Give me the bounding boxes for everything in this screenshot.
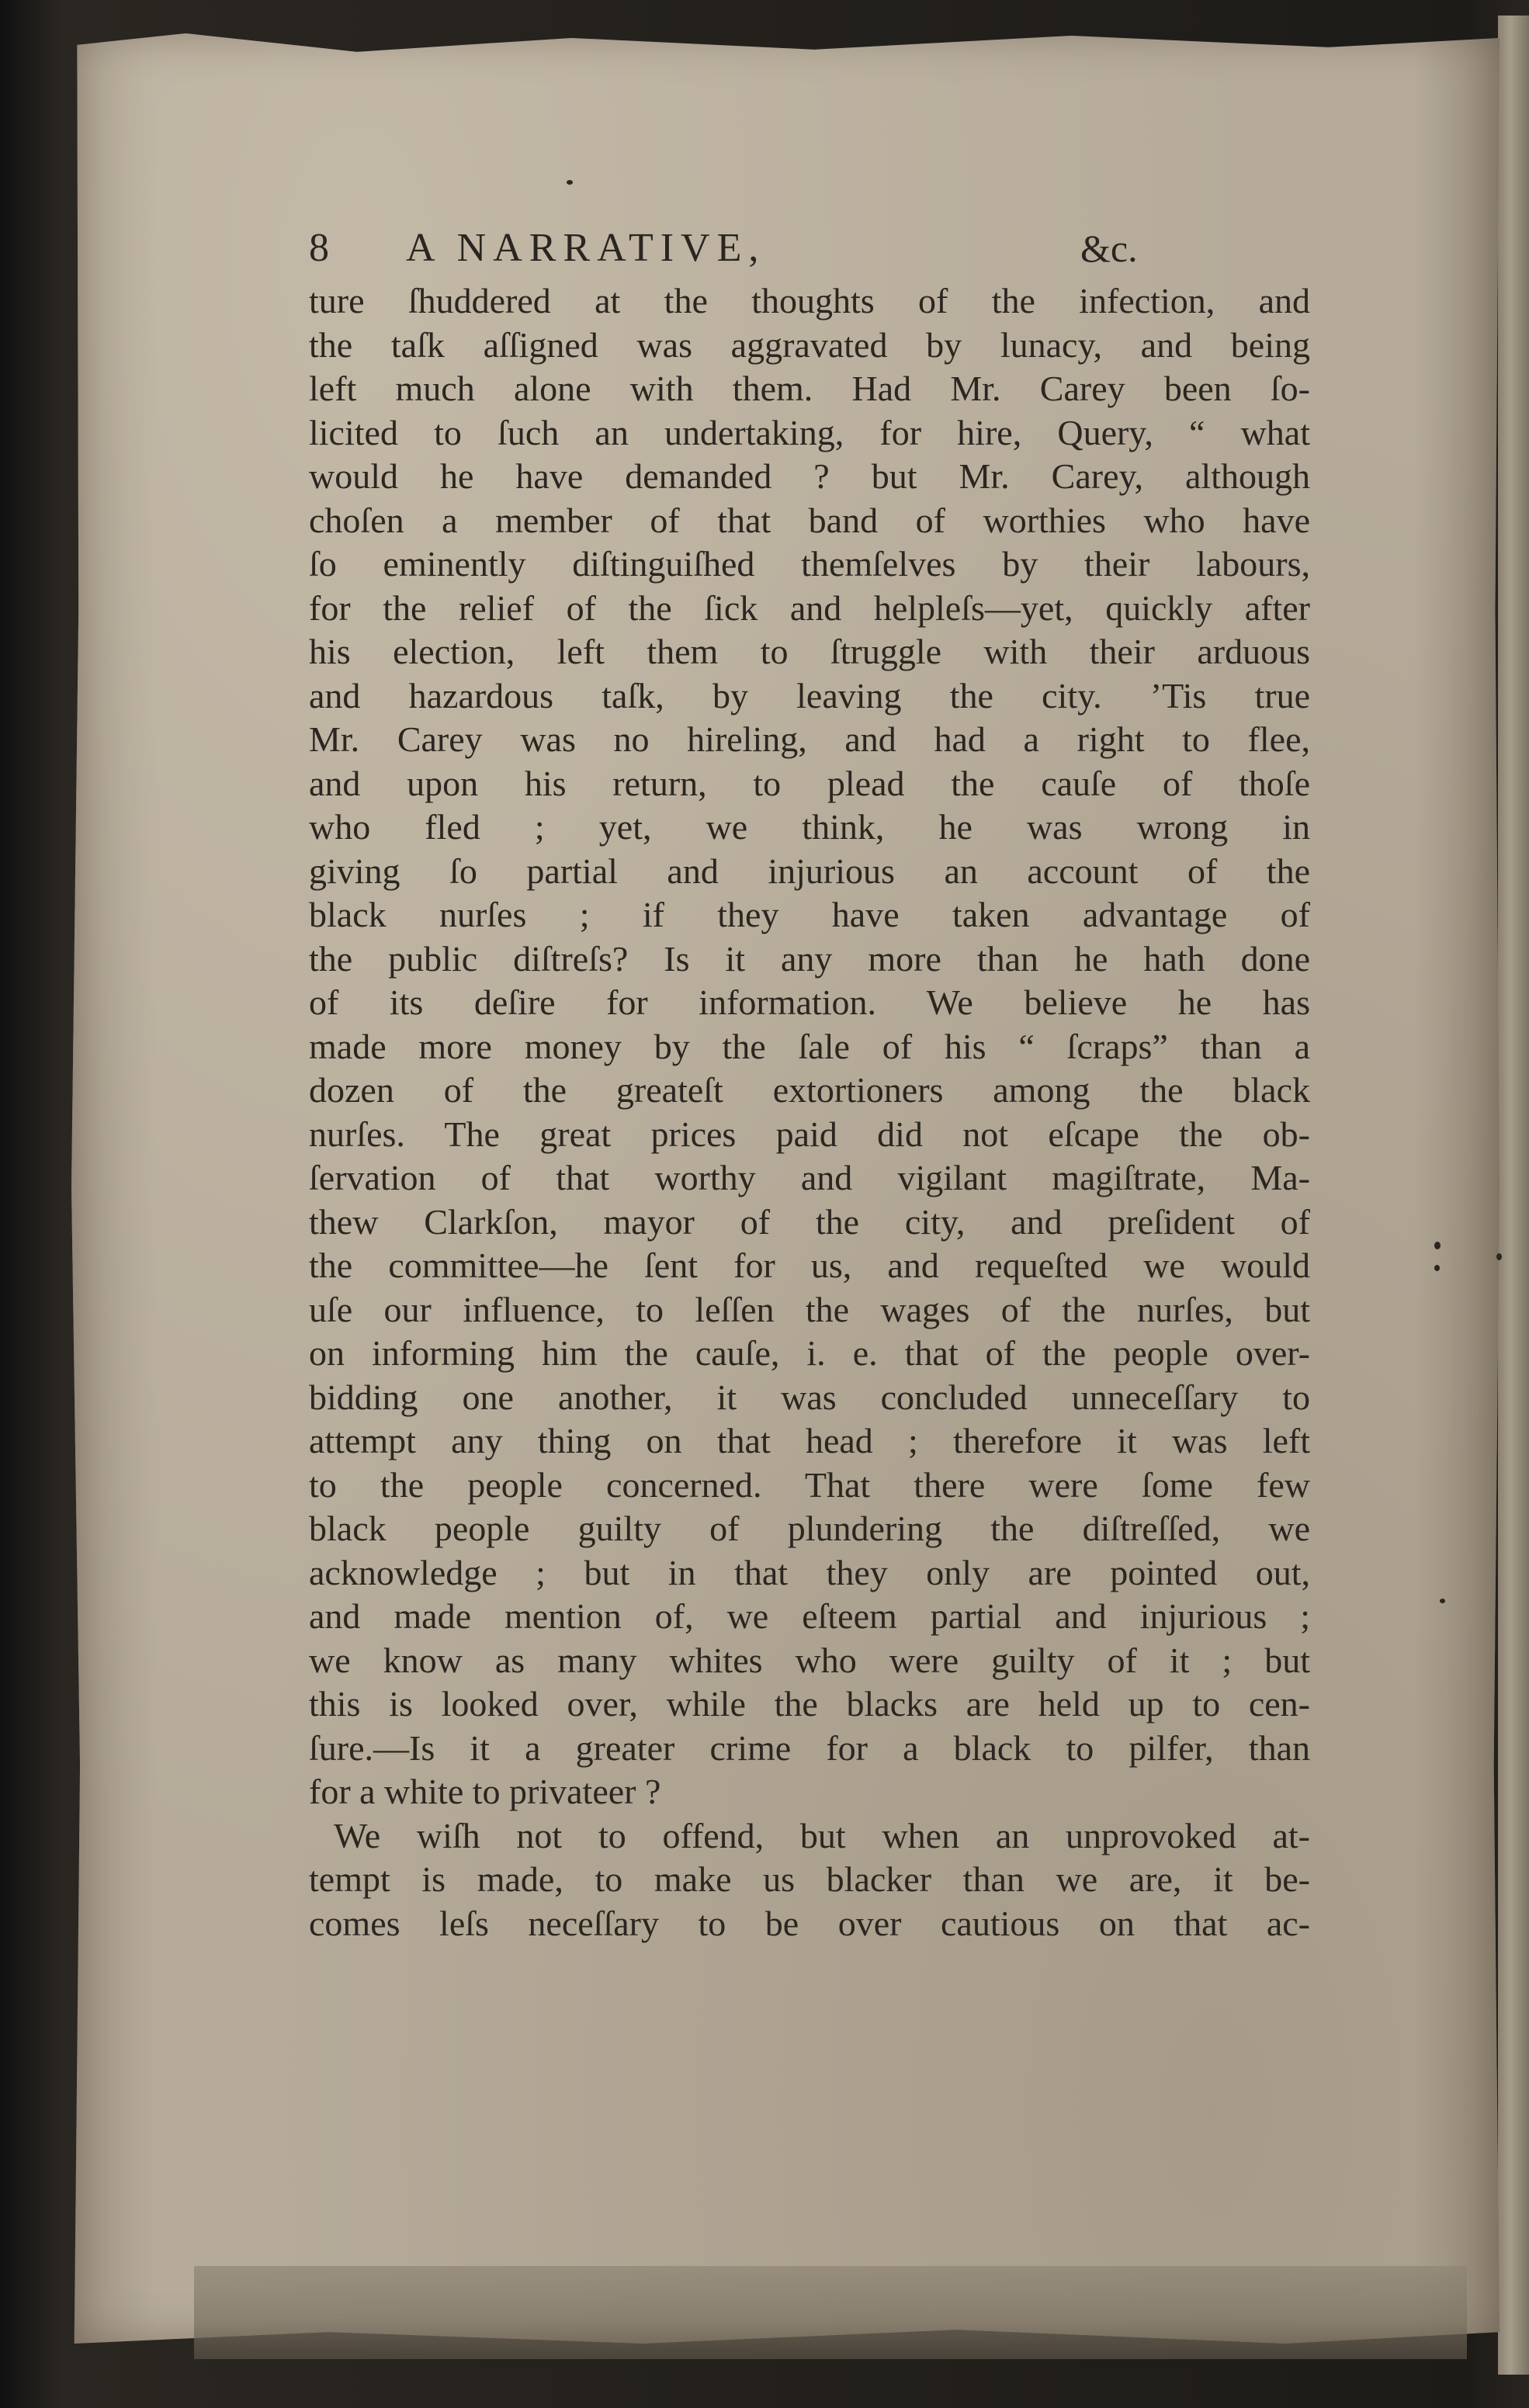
text-line: attempt any thing on that head ; therefore it was left <box>309 1421 1310 1460</box>
text-line: and made mention of, we eſteem partial and injurious ; <box>309 1596 1310 1636</box>
running-header <box>309 221 1209 275</box>
text-line: choſen a member of that band of worthies who have <box>309 500 1310 540</box>
ink-speck <box>1434 1242 1441 1249</box>
text-line: giving ſo partial and injurious an account of the <box>309 851 1310 891</box>
text-line: the taſk aſſigned was aggravated by lunacy, and being <box>309 324 1310 365</box>
text-line: uſe our influence, to leſſen the wages of the nurſes, but <box>309 1289 1310 1329</box>
text-line: left much alone with them. Had Mr. Carey been ſo- <box>309 369 1310 408</box>
text-line: tempt is made, to make us blacker than we are, it be- <box>309 1859 1310 1899</box>
text-line: this is looked over, while the blacks are held up to cen- <box>309 1684 1310 1724</box>
text-line: the public diſtreſs? Is it any more than he hath done <box>309 938 1310 979</box>
text-line: ſure.—Is it a greater crime for a black to pilfer, than <box>309 1727 1310 1768</box>
text-line: who fled ; yet, we think, he was wrong in <box>309 807 1310 847</box>
text-line: thew Clarkſon, mayor of the city, and preſident of <box>309 1201 1310 1242</box>
text-line: We wiſh not to offend, but when an unprovoked at- <box>334 1815 1310 1855</box>
text-line: on informing him the cauſe, i. e. that of the people over- <box>309 1333 1310 1373</box>
text-line: nurſes. The great prices paid did not eſcape the ob- <box>309 1114 1310 1154</box>
text-line: ture ſhuddered at the thoughts of the infection, and <box>309 281 1310 320</box>
text-line: would he have demanded ? but Mr. Carey, although <box>309 456 1310 496</box>
ink-speck <box>567 180 573 185</box>
text-line: for the relief of the ſick and helpleſs—yet, quickly after <box>309 587 1310 628</box>
facing-page-edge <box>1498 16 1529 2375</box>
ink-speck <box>1496 1253 1502 1260</box>
text-line: black nurſes ; if they have taken advantage of <box>309 895 1310 934</box>
text-line: comes leſs neceſſary to be over cautious on that ac- <box>309 1903 1310 1943</box>
text-line: black people guilty of plundering the diſtreſſed, we <box>309 1509 1310 1548</box>
text-line: and hazardous taſk, by leaving the city. ’Tis true <box>309 675 1310 715</box>
running-title-etc: &c. <box>1080 227 1138 270</box>
text-line: ſervation of that worthy and vigilant magiſtrate, Ma- <box>309 1158 1310 1197</box>
text-line: we know as many whites who were guilty of it ; but <box>309 1640 1310 1680</box>
text-line: to the people concerned. That there were ſome few <box>309 1464 1310 1505</box>
body-text <box>309 279 1349 1945</box>
text-line: made more money by the ſale of his “ ſcraps” than a <box>309 1026 1310 1066</box>
text-line: dozen of the greateſt extortioners among the black <box>309 1070 1310 1110</box>
text-line: for a white to privateer ? <box>309 1772 661 1811</box>
page-number: 8 <box>309 226 329 270</box>
text-line: the committee—he ſent for us, and requeſted we would <box>309 1246 1310 1285</box>
text-line: licited to ſuch an undertaking, for hire, Query, “ what <box>309 412 1310 452</box>
text-line: of its deſire for information. We believe he has <box>309 982 1310 1022</box>
text-line: his election, left them to ſtruggle with their arduous <box>309 632 1310 671</box>
text-line: acknowledge ; but in that they only are pointed out, <box>309 1552 1310 1592</box>
text-line: ſo eminently diſtinguiſhed themſelves by their labours, <box>309 544 1310 584</box>
page-bottom-edge <box>194 2266 1467 2359</box>
text-line: bidding one another, it was concluded unneceſſary to <box>309 1377 1310 1417</box>
text-line: Mr. Carey was no hireling, and had a right to flee, <box>309 719 1310 759</box>
text-line: and upon his return, to plead the cauſe of thoſe <box>309 763 1310 803</box>
ink-speck <box>1434 1265 1440 1271</box>
ink-speck <box>1440 1599 1445 1603</box>
running-title: A NARRATIVE, <box>406 226 766 270</box>
